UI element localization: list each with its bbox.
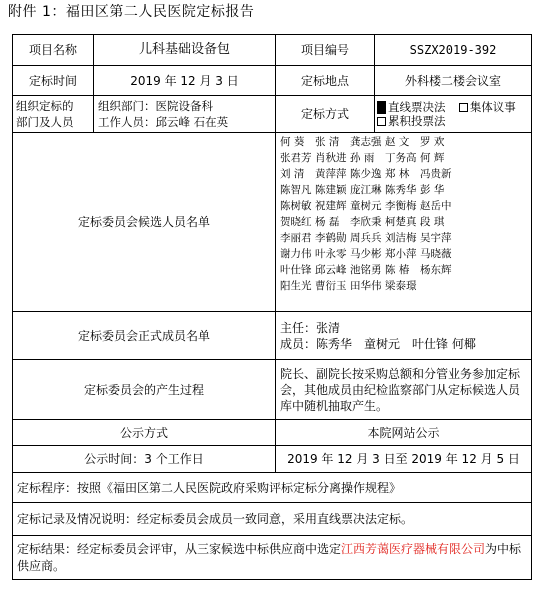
- candidate-name: 阳生光: [280, 280, 312, 292]
- candidate-name: 冯贵新: [420, 168, 452, 180]
- candidates-label: 定标委员会候选人员名单: [13, 133, 276, 312]
- org-label: [13, 96, 94, 133]
- candidate-name: 刘洁梅: [385, 232, 417, 244]
- candidate-name: 彭 华: [420, 184, 445, 196]
- method-options: [375, 96, 532, 133]
- candidate-name: 李鹤勋: [315, 232, 347, 244]
- project-name-value: 儿科基础设备包: [94, 35, 276, 66]
- announce-method-value: 本院网站公示: [276, 420, 532, 446]
- candidate-name: 吴宇萍: [420, 232, 452, 244]
- opt-collective: 集体议事: [469, 100, 516, 114]
- org-label-line2: 部门及人员: [16, 115, 74, 129]
- bid-location-value: 外科楼二楼会议室: [375, 66, 532, 96]
- committee-cell: [276, 312, 532, 360]
- candidate-name: [455, 278, 490, 294]
- candidate-name: 何 辉: [420, 152, 445, 164]
- candidate-name: 曹衍玉: [315, 280, 347, 292]
- committee-label: 定标委员会正式成员名单: [13, 312, 276, 360]
- candidate-name: 叶仕锋: [280, 264, 312, 276]
- candidate-name: 杨东辉: [420, 264, 452, 276]
- checked-box-icon[interactable]: [377, 101, 386, 114]
- candidate-name: 张 清: [315, 136, 340, 148]
- candidate-name: 李欣秉: [350, 216, 382, 228]
- candidate-name: 马晓薇: [420, 248, 452, 260]
- candidate-name: 梁泰璟: [385, 280, 417, 292]
- candidate-name: 陈秀华: [385, 184, 417, 196]
- result-prefix: 定标结果：经定标委员会评审，从三家候选中标供应商中选定: [17, 541, 342, 556]
- candidate-name: 张君芳: [280, 152, 312, 164]
- candidate-name: 段 琪: [420, 216, 445, 228]
- candidate-name: 丁务高: [385, 152, 417, 164]
- candidate-name: 杨 磊: [315, 216, 340, 228]
- org-label-line1: 组织定标的: [16, 99, 74, 113]
- candidate-name: [455, 262, 490, 278]
- candidate-name: 郑 林: [385, 168, 410, 180]
- candidate-name: 陈树敏: [280, 200, 312, 212]
- candidate-name: 李衡梅: [385, 200, 417, 212]
- candidate-name: 邱云峰: [315, 264, 347, 276]
- method-options-row2: [377, 114, 529, 128]
- candidate-name: [455, 198, 490, 214]
- unchecked-box-icon[interactable]: [459, 103, 468, 112]
- candidate-name: 赵岳中: [420, 200, 452, 212]
- candidate-name: 孙 雨: [350, 152, 375, 164]
- org-staff: 工作人员：邱云峰 石在英: [98, 115, 229, 129]
- candidate-name: 陈 椿: [385, 264, 410, 276]
- announce-method-label: 公示方式: [13, 420, 276, 446]
- project-number-value: SSZX2019-392: [375, 35, 532, 66]
- process-text: 院长、副院长按采购总额和分管业务参加定标会，其他成员由纪检监察部门从定标候选人员库中随机抽取产生。: [276, 360, 532, 420]
- candidate-name: 龚志强: [350, 136, 382, 148]
- candidate-name: 陈智凡: [280, 184, 312, 196]
- process-label: 定标委员会的产生过程: [13, 360, 276, 420]
- unchecked-box-icon[interactable]: [377, 117, 386, 126]
- candidate-name: 谢力伟: [280, 248, 312, 260]
- candidate-name: 肖秋进: [315, 152, 347, 164]
- candidate-name: 罗 欢: [420, 136, 445, 148]
- candidate-name: 刘 清: [280, 168, 305, 180]
- org-dept: 组织部门：医院设备科: [98, 99, 213, 113]
- candidate-name: [455, 134, 490, 150]
- opt-cumulative: 累积投票法: [388, 114, 446, 128]
- candidate-name: 田华伟: [350, 280, 382, 292]
- candidate-name: 陈建颖: [315, 184, 347, 196]
- candidate-name: 郑小萍: [385, 248, 417, 260]
- candidate-name: [420, 278, 455, 294]
- record-text: 定标记录及情况说明：经定标委员会成员一致同意，采用直线票决法定标。: [13, 503, 532, 536]
- method-options-row1: [377, 100, 529, 114]
- candidate-name: 贺晓红: [280, 216, 312, 228]
- result-company: 江西芳蔼医疗器械有限公司: [341, 541, 486, 556]
- procedure-text: 定标程序：按照《福田区第二人民医院政府采购评标定标分离操作规程》: [13, 473, 532, 503]
- candidate-name: [455, 166, 490, 182]
- candidate-name: 庞江琳: [350, 184, 382, 196]
- page-title: 附件 1：福田区第二人民医院定标报告: [8, 4, 255, 20]
- candidate-name: 池铭勇: [350, 264, 382, 276]
- candidate-name: 何 葵: [280, 136, 305, 148]
- bid-location-label: 定标地点: [276, 66, 375, 96]
- candidate-name: 祝建辉: [315, 200, 347, 212]
- candidate-name: [455, 214, 490, 230]
- candidate-name: 马少彬: [350, 248, 382, 260]
- bid-report-table: [12, 34, 532, 580]
- candidates-cell: [276, 133, 532, 312]
- result-cell: [13, 536, 532, 580]
- opt-direct: 直线票决法: [388, 100, 446, 114]
- bid-time-value: 2019 年 12 月 3 日: [94, 66, 276, 96]
- candidate-name: 陈少逸: [350, 168, 382, 180]
- announce-time-value: 2019 年 12 月 3 日至 2019 年 12 月 5 日: [276, 446, 532, 473]
- candidate-name: 黄萍萍: [315, 168, 347, 180]
- project-name-label: 项目名称: [13, 35, 94, 66]
- bid-time-label: 定标时间: [13, 66, 94, 96]
- candidate-name: 赵 文: [385, 136, 410, 148]
- candidate-name: [455, 230, 490, 246]
- announce-time-label: 公示时间：3 个工作日: [13, 446, 276, 473]
- committee-members: 成员：陈秀华 童树元 叶仕锋 何椰: [280, 336, 476, 351]
- candidate-name: 柯楚真: [385, 216, 417, 228]
- candidate-name: 周兵兵: [350, 232, 382, 244]
- candidate-name: 李丽君: [280, 232, 312, 244]
- candidate-name: [455, 182, 490, 198]
- candidate-name: [455, 150, 490, 166]
- result-suffix: 为中标供应商。: [17, 541, 522, 573]
- org-value: [94, 96, 276, 133]
- candidate-name: 叶永零: [315, 248, 347, 260]
- candidate-name: [455, 246, 490, 262]
- candidate-names-grid: [280, 133, 527, 294]
- project-number-label: 项目编号: [276, 35, 375, 66]
- candidate-name: 童树元: [350, 200, 382, 212]
- committee-chair: 主任：张清: [280, 320, 341, 335]
- method-label: 定标方式: [276, 96, 375, 133]
